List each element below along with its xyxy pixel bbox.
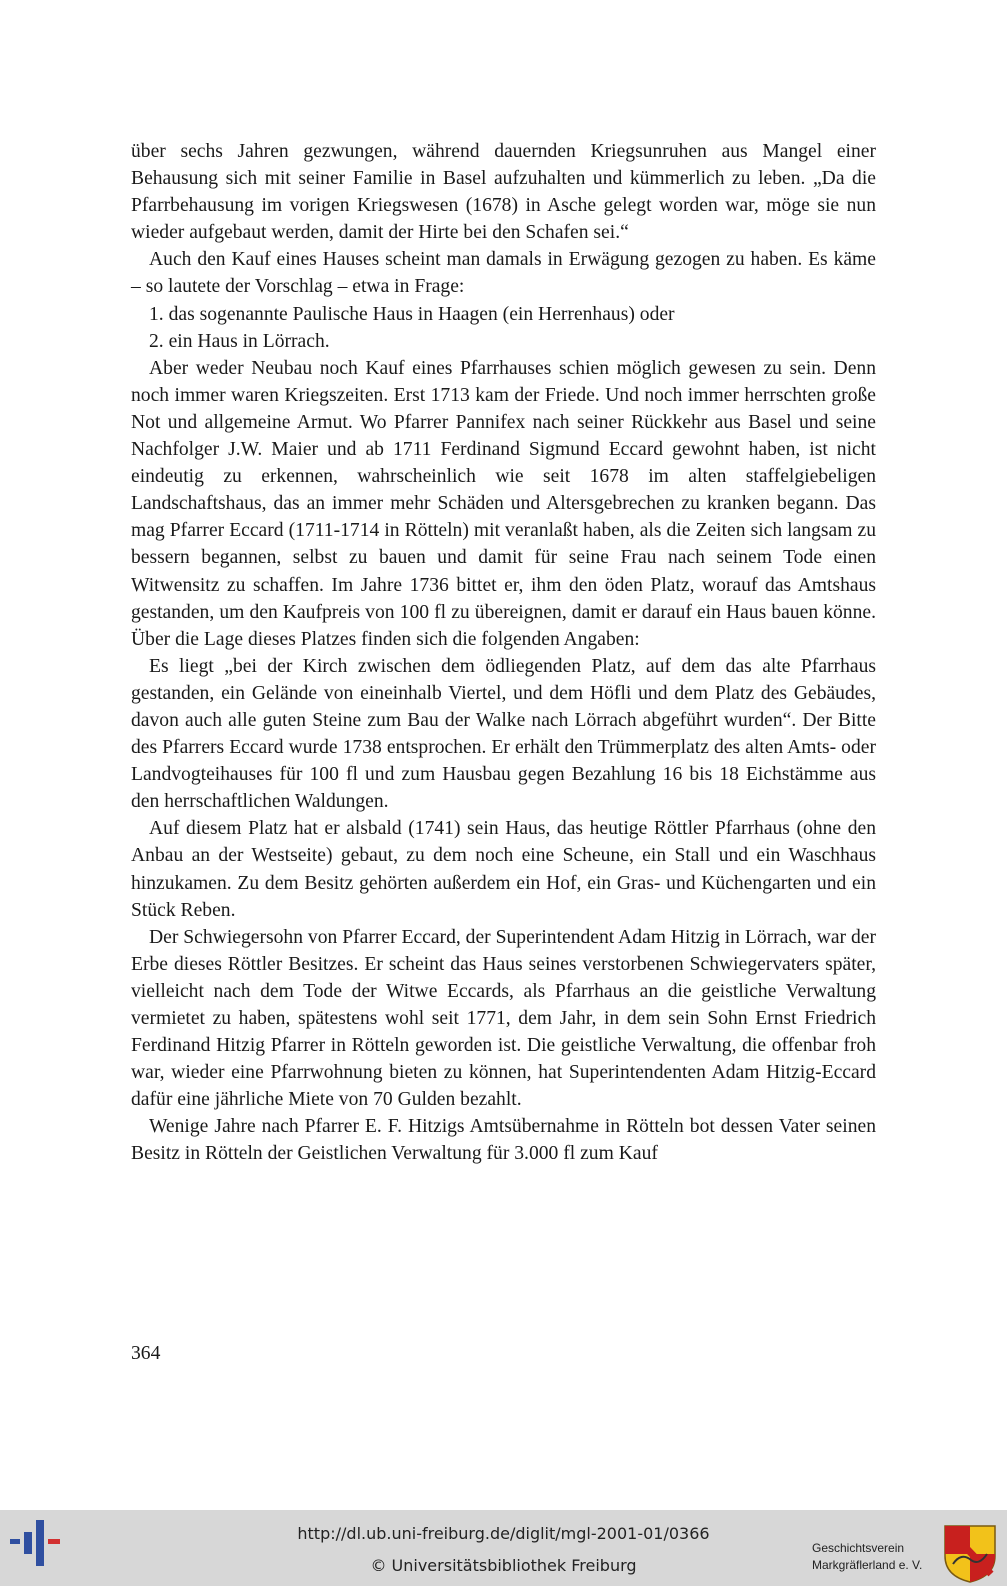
list-item-1: 1. das sogenannte Paulische Haus in Haagen (ein Herrenhaus) oder bbox=[149, 303, 675, 325]
paragraph-6: Der Schwiegersohn von Pfarrer Eccard, der Superintendent Adam Hitzig in Lörrach, war der Erbe dieses Röttler Besitzes. Er scheint das Haus seines verstorbenen Schwiegervaters später, vielleicht nach dem Tode der Witwe Eccards, als Pfarrhaus an die geistliche Verwaltung vermietet zu haben, spätestens wohl seit 1771, dem Jahr, in dem sein Sohn Ernst Friedrich Ferdinand Hitzig Pfarrer in Rötteln geworden ist. Die geistliche Verwaltung, die offenbar froh war, wieder eine Pfarrwohnung bieten zu können, hat Superintendenten Adam Hitzig-Eccard dafür eine jährliche Miete von 70 Gulden bezahlt. bbox=[131, 926, 876, 1111]
page-number: 364 bbox=[131, 1343, 161, 1364]
paragraph-2: Auch den Kauf eines Hauses scheint man damals in Erwägung gezogen zu haben. Es käme – so lautete der Vorschlag – etwa in Frage: bbox=[131, 249, 876, 298]
page-body bbox=[131, 138, 876, 1168]
paragraph-3: Aber weder Neubau noch Kauf eines Pfarrhauses schien möglich gewesen zu sein. Denn noch immer waren Kriegszeiten. Erst 1713 kam der Friede. Und noch immer herrschten große Not und allgemeine Armut. Wo Pfarrer Pannifex nach seiner Rückkehr aus Basel und seine Nachfolger J.W. Maier und ab 1711 Ferdinand Sigmund Eccard gewohnt haben, ist nicht eindeutig zu erkennen, wahrscheinlich wie seit 1678 im alten staffelgiebeligen Landschaftshaus, das an immer mehr Schäden und Altersgebrechen zu kranken begann. Das mag Pfarrer Eccard (1711-1714 in Rötteln) mit veranlaßt haben, als die Zeiten sich langsam zu bessern begannen, selbst zu bauen und damit für seine Frau nach seinem Tode einen Witwensitz zu schaffen. Im Jahre 1736 bittet er, ihm den öden Platz, worauf das Amtshaus gestanden, um den Kaufpreis von 100 fl zu übereignen, damit er darauf ein Haus bauen könne. Über die Lage dieses Platzes finden sich die folgenden Angaben: bbox=[131, 357, 876, 650]
list-item-2: 2. ein Haus in Lörrach. bbox=[149, 330, 330, 352]
coat-of-arms-icon bbox=[941, 1524, 999, 1584]
footer-url-link[interactable]: http://dl.ub.uni-freiburg.de/diglit/mgl-2001-01/0366 bbox=[297, 1524, 710, 1543]
society-name-line-2: Markgräflerland e. V. bbox=[812, 1558, 923, 1572]
paragraph-4: Es liegt „bei der Kirch zwischen dem ödliegenden Platz, auf dem das alte Pfarrhaus gestanden, ein Gelände von eineinhalb Viertel, und dem Höfli und dem Platz des Gebäudes, davon auch alle guten Steine zum Bau der Walke nach Lörrach abgeführt wurden“. Der Bitte des Pfarrers Eccard wurde 1738 entsprochen. Er erhält den Trümmerplatz des alten Amts- oder Landvogteihauses für 100 fl und zum Hausbau gegen Bezahlung 16 bis 18 Eichstämme aus den herrschaftlichen Waldungen. bbox=[131, 655, 876, 813]
paragraph-7: Wenige Jahre nach Pfarrer E. F. Hitzigs Amtsübernahme in Rötteln bot dessen Vater seinen Besitz in Rötteln der Geistlichen Verwaltung für 3.000 fl zum Kauf bbox=[131, 1116, 876, 1165]
paragraph-5: Auf diesem Platz hat er alsbald (1741) sein Haus, das heutige Röttler Pfarrhaus (ohne den Anbau an der Westseite) gebaut, zu dem noch eine Scheune, ein Stall und ein Waschhaus hinzukamen. Zu dem Besitz gehörten außerdem ein Hof, ein Gras- und Küchengarten und ein Stück Reben. bbox=[131, 818, 876, 921]
society-name-line-1: Geschichtsverein bbox=[812, 1541, 905, 1555]
footer-copyright: © Universitätsbibliothek Freiburg bbox=[370, 1556, 637, 1575]
society-name bbox=[812, 1540, 940, 1574]
paragraph-1: über sechs Jahren gezwungen, während dauernden Kriegsunruhen aus Mangel einer Behausung sich mit seiner Familie in Basel aufzuhalten und kümmerlich zu leben. „Da die Pfarrbehausung im vorigen Kriegswesen (1678) in Asche gelegt worden war, möge sie nun wieder aufgebaut werden, damit der Hirte bei den Schafen sei.“ bbox=[131, 141, 876, 244]
